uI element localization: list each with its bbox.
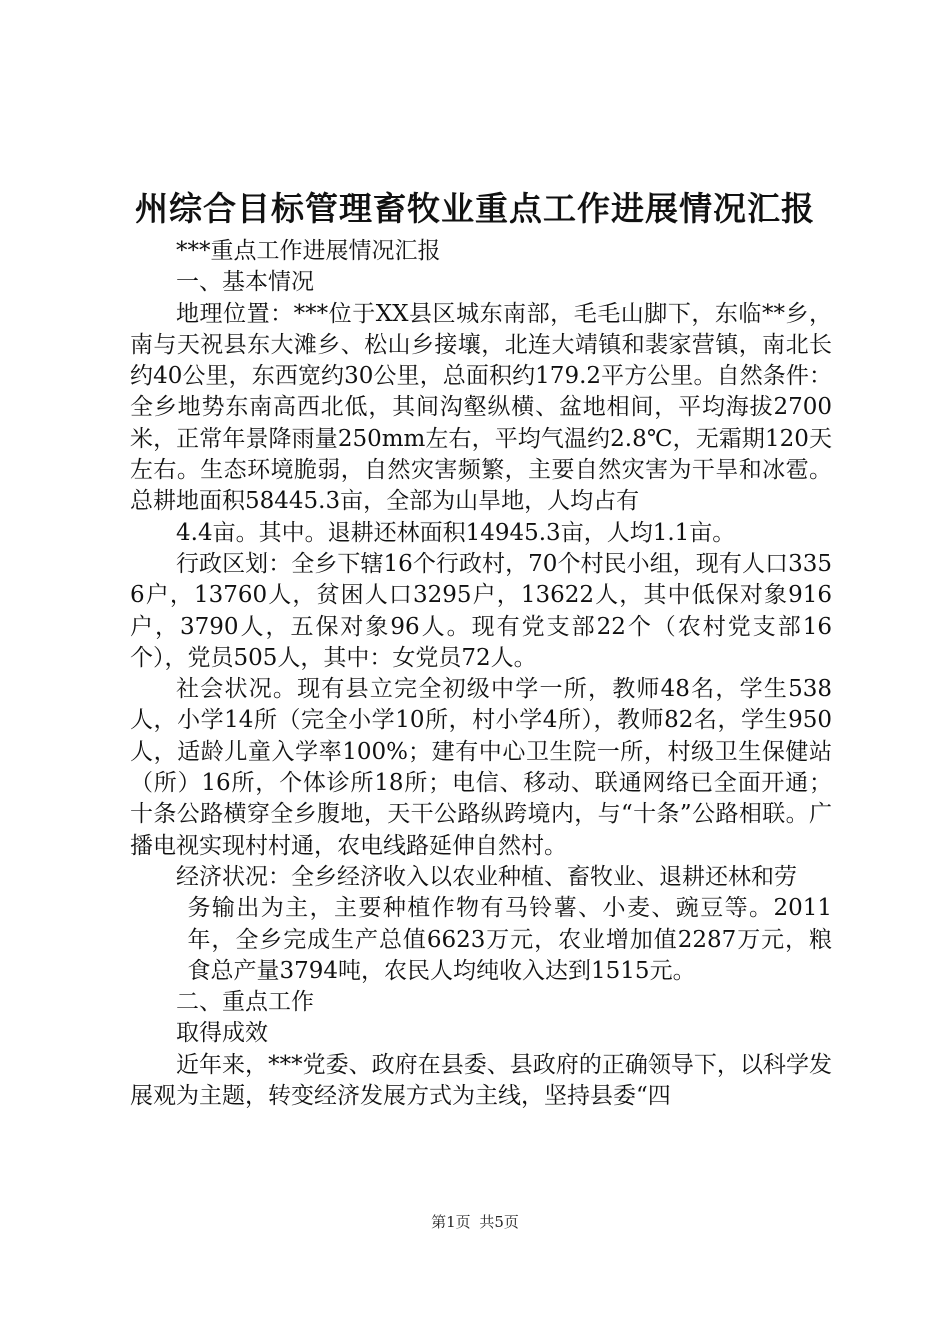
section-heading-achievements: 取得成效 (176, 1020, 268, 1047)
document-body (130, 236, 832, 1112)
section-heading-basic: 一、基本情况 (176, 269, 314, 296)
paragraph-geography: 地理位置：***位于XX县区城东南部，毛毛山脚下，东临**乡，南与天祝县东大滩乡、松山乡接壤，北连大靖镇和裴家营镇，南北长约40公里，东西宽约30公里，总面积约179.2平方公里。自然条件：全乡地势东南高西北低，其间沟壑纵横、盆地相间，平均海拔2700米，正常年景降雨量250mm左右，平均气温约2.8℃，无霜期120天左右。生态环境脆弱，自然灾害频繁，主要自然灾害为干旱和冰雹。总耕地面积58445.3亩，全部为山旱地，人均占有 (130, 300, 832, 515)
paragraph-farmland: 4.4亩。其中。退耕还林面积14945.3亩，人均1.1亩。 (176, 519, 736, 546)
page-number: 第1页 (431, 1213, 471, 1231)
page-total: 共5页 (479, 1213, 519, 1231)
paragraph-economy-cont: 务输出为主，主要种植作物有马铃薯、小麦、豌豆等。2011年，全乡完成生产总值6623万元，农业增加值2287万元，粮食总产量3794吨，农民人均纯收入达到1515元。 (187, 895, 832, 984)
section-heading-key-work: 二、重点工作 (176, 989, 314, 1016)
paragraph-subtitle: ***重点工作进展情况汇报 (176, 238, 441, 264)
paragraph-recent-years: 近年来，***党委、政府在县委、县政府的正确领导下，以科学发展观为主题，转变经济发展方式为主线，坚持县委“四 (130, 1051, 832, 1110)
paragraph-economy: 经济状况：全乡经济收入以农业种植、畜牧业、退耕还林和劳 (176, 863, 797, 890)
paragraph-society: 社会状况。现有县立完全初级中学一所，教师48名，学生538人，小学14所（完全小学10所，村小学4所），教师82名，学生950人，适龄儿童入学率100%；建有中心卫生院一所，村级卫生保健站（所）16所，个体诊所18所；电信、移动、联通网络已全面开通；十条公路横穿全乡腹地，天干公路纵跨境内，与“十条”公路相联。广播电视实现村村通，农电线路延伸自然村。 (130, 676, 832, 859)
paragraph-administration: 行政区划：全乡下辖16个行政村，70个村民小组，现有人口3356户，13760人，贫困人口3295户，13622人，其中低保对象916户，3790人，五保对象96人。现有党支部22个（农村党支部16个），党员505人，其中：女党员72人。 (130, 550, 832, 671)
page-footer (0, 1212, 950, 1232)
document-title: 州综合目标管理畜牧业重点工作进展情况汇报 (135, 189, 815, 228)
